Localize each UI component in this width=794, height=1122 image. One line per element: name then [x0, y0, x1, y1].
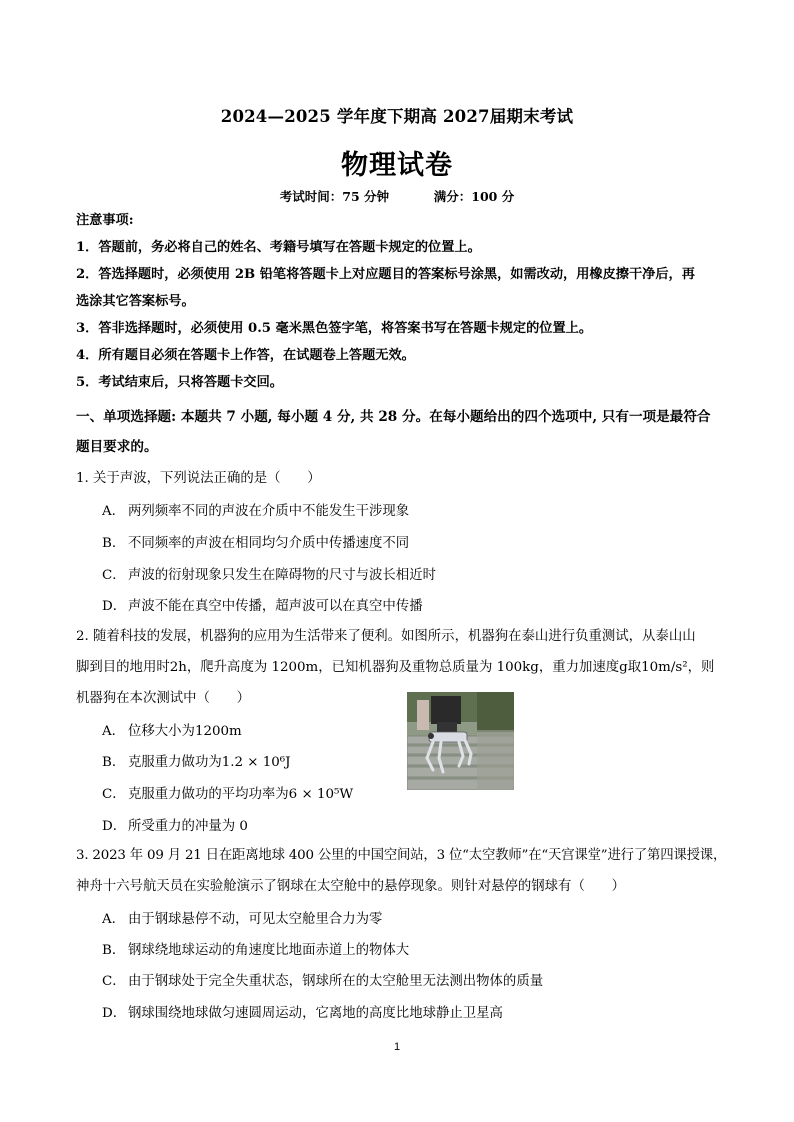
- exam-meta: [0, 187, 794, 205]
- option-a: A． 由于钢球悬停不动，可见太空舱里合力为零: [102, 912, 383, 927]
- notice-item: 4．所有题目必须在答题卡上作答，在试题卷上答题无效。: [76, 348, 415, 363]
- subject-title: 物理试卷: [341, 150, 453, 181]
- notice-item: 5．考试结束后，只将答题卡交回。: [76, 375, 283, 390]
- exam-score: 满分：100 分: [433, 189, 515, 204]
- option-a: A． 两列频率不同的声波在介质中不能发生干涉现象: [102, 504, 410, 519]
- option-d: D． 声波不能在真空中传播，超声波可以在真空中传播: [102, 599, 423, 614]
- notice-item: 1．答题前，务必将自己的姓名、考籍号填写在答题卡规定的位置上。: [76, 240, 481, 255]
- notice-heading: 注意事项:: [76, 213, 134, 228]
- option-b: B． 不同频率的声波在相同均匀介质中传播速度不同: [102, 536, 410, 551]
- page-number: 1: [393, 1041, 401, 1053]
- option-b: B． 克服重力做功为1.2 × 10⁶J: [102, 755, 291, 770]
- notice-item: 2．答选择题时，必须使用 2B 铅笔将答题卡上对应题目的答案标号涂黑，如需改动，用橡皮擦干净后，再: [76, 267, 695, 282]
- section-heading-cont: 题目要求的。: [76, 439, 158, 455]
- option-d: D． 所受重力的冲量为 0: [102, 819, 248, 834]
- question-stem: 3. 2023 年 09 月 21 日在距离地球 400 公里的中国空间站，3 位“太空教师”在“天宫课堂”进行了第四课授课，: [76, 848, 727, 863]
- option-d: D． 钢球围绕地球做匀速圆周运动，它离地的高度比地球静止卫星高: [102, 1006, 503, 1021]
- question-stem-cont: 神舟十六号航天员在实验舱演示了钢球在太空舱中的悬停现象。则针对悬停的钢球有（ ）: [76, 879, 626, 894]
- robot-dog-photo: [407, 692, 514, 790]
- question-stem: 2. 随着科技的发展，机器狗的应用为生活带来了便利。如图所示，机器狗在泰山进行负重测试，从泰山山: [76, 629, 696, 644]
- option-c: C． 声波的衍射现象只发生在障碍物的尺寸与波长相近时: [102, 568, 436, 583]
- option-c: C． 由于钢球处于完全失重状态，钢球所在的太空舱里无法测出物体的质量: [102, 974, 544, 989]
- section-heading: 一、单项选择题: 本题共 7 小题, 每小题 4 分, 共 28 分。在每小题给出的四个选项中, 只有一项是最符合: [76, 409, 711, 425]
- option-a: A． 位移大小为1200m: [102, 724, 242, 739]
- option-b: B． 钢球绕地球运动的角速度比地面赤道上的物体大: [102, 943, 410, 958]
- question-stem: 1. 关于声波，下列说法正确的是（ ）: [76, 471, 321, 486]
- question-stem-cont: 机器狗在本次测试中（ ）: [76, 691, 251, 706]
- question-stem-cont: 脚到目的地用时2h，爬升高度为 1200m，已知机器狗及重物总质量为 100kg，重力加速度g取10m/s²，则: [76, 660, 715, 675]
- exam-time: 考试时间：75 分钟: [279, 189, 390, 204]
- notice-item: 3．答非选择题时，必须使用 0.5 毫米黑色签字笔，将答案书写在答题卡规定的位置上。: [76, 321, 593, 336]
- option-c: C． 克服重力做功的平均功率为6 × 10⁵W: [102, 787, 354, 802]
- notice-item: 选涂其它答案标号。: [76, 294, 195, 309]
- exam-title: 2024—2025 学年度下期高 2027届期末考试: [220, 107, 574, 126]
